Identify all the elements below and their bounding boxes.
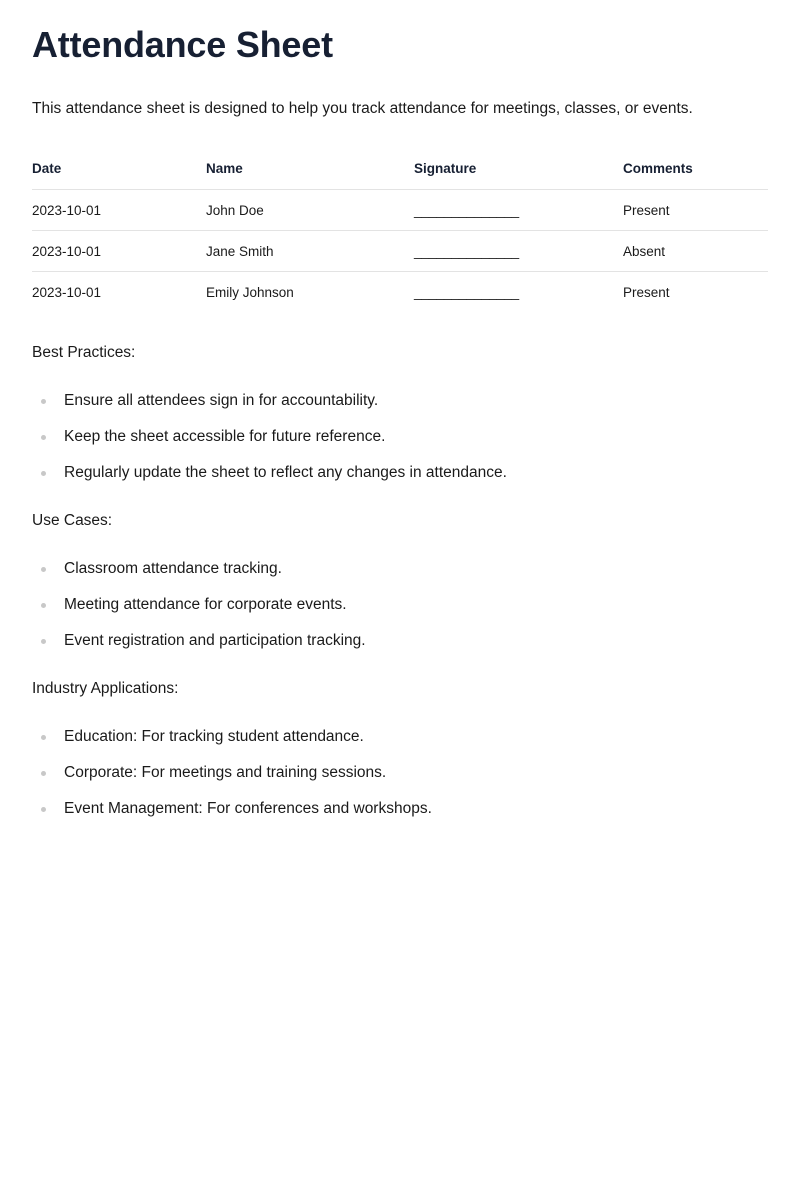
- cell-signature-line: ______________: [414, 190, 623, 231]
- page-title: Attendance Sheet: [32, 24, 333, 65]
- list-item-text: Classroom attendance tracking.: [64, 560, 282, 577]
- bullet-dot-icon: [41, 807, 46, 812]
- list-item-text: Ensure all attendees sign in for accountability.: [64, 392, 379, 409]
- bullet-dot-icon: [41, 399, 46, 404]
- column-header-date: Date: [32, 148, 206, 190]
- table-row: [32, 231, 768, 272]
- cell-comments: Present: [623, 284, 670, 300]
- list-item-text: Keep the sheet accessible for future reference.: [64, 428, 386, 445]
- list-item: [32, 630, 768, 652]
- section-label-best-practices: Best Practices:: [32, 344, 136, 361]
- bullet-dot-icon: [41, 471, 46, 476]
- industry-applications-list: [32, 726, 768, 820]
- list-item: [32, 726, 768, 748]
- cell-date: 2023-10-01: [32, 284, 102, 300]
- list-item: [32, 426, 768, 448]
- bullet-dot-icon: [41, 771, 46, 776]
- cell-signature-line: ______________: [414, 284, 520, 300]
- bullet-dot-icon: [41, 735, 46, 740]
- intro-paragraph: This attendance sheet is designed to help you track attendance for meetings, classes, or events.: [32, 100, 693, 117]
- attendance-table: [32, 148, 768, 312]
- list-item: [32, 462, 768, 484]
- cell-comments: Absent: [623, 231, 768, 272]
- table-row: [32, 190, 768, 231]
- column-header-signature: Signature: [414, 148, 623, 190]
- table-header-row: [32, 148, 768, 190]
- list-item: [32, 390, 768, 412]
- list-item-text: Meeting attendance for corporate events.: [64, 596, 347, 613]
- cell-date: 2023-10-01: [32, 231, 206, 272]
- bullet-dot-icon: [41, 639, 46, 644]
- document-page: [32, 0, 768, 820]
- section-label-industry-applications: Industry Applications:: [32, 680, 179, 697]
- section-label-use-cases: Use Cases:: [32, 512, 113, 529]
- cell-name: John Doe: [206, 190, 414, 231]
- column-header-comments: Comments: [623, 148, 768, 190]
- bullet-dot-icon: [41, 603, 46, 608]
- cell-name: Emily Johnson: [206, 284, 294, 300]
- use-cases-list: [32, 558, 768, 652]
- column-header-name: Name: [206, 148, 414, 190]
- list-item-text: Event registration and participation tracking.: [64, 632, 366, 649]
- table-row: [32, 272, 768, 313]
- list-item: [32, 558, 768, 580]
- cell-signature-line: ______________: [414, 231, 623, 272]
- cell-date: 2023-10-01: [32, 190, 206, 231]
- list-item-text: Corporate: For meetings and training sessions.: [64, 764, 387, 781]
- bullet-dot-icon: [41, 567, 46, 572]
- cell-name: Jane Smith: [206, 231, 414, 272]
- best-practices-list: [32, 390, 768, 484]
- list-item-text: Education: For tracking student attendance.: [64, 728, 364, 745]
- cell-comments: Present: [623, 190, 768, 231]
- list-item: [32, 762, 768, 784]
- bullet-dot-icon: [41, 435, 46, 440]
- list-item-text: Event Management: For conferences and workshops.: [64, 800, 432, 817]
- list-item: [32, 594, 768, 616]
- list-item: [32, 798, 768, 820]
- list-item-text: Regularly update the sheet to reflect any changes in attendance.: [64, 464, 507, 481]
